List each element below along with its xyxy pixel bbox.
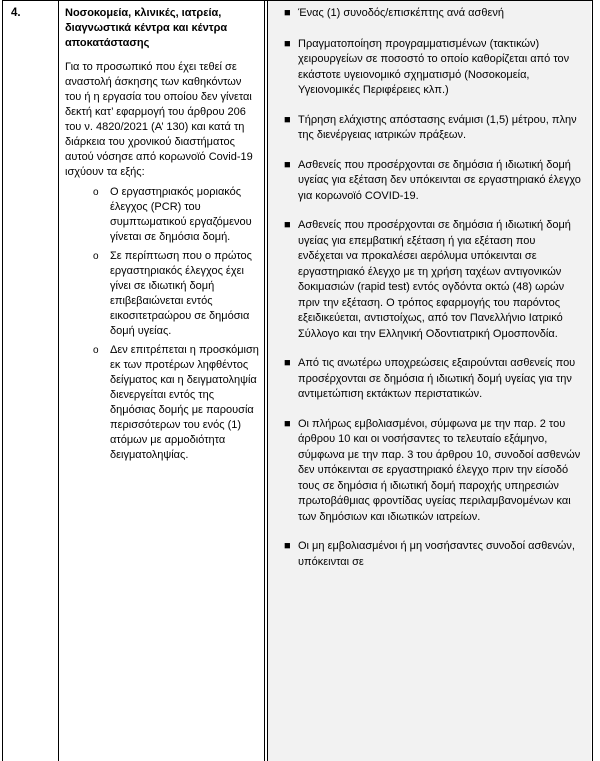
square-bullet-icon: ■	[284, 158, 291, 171]
list-item-text: Οι μη εμβολιασμένοι ή μη νοσήσαντες συνοδοί ασθενών, υπόκεινται σε	[298, 540, 575, 568]
square-bullet-icon: ■	[284, 357, 291, 369]
list-item	[282, 218, 582, 342]
left-bullet-list	[65, 185, 259, 463]
list-item	[282, 417, 582, 526]
list-item	[282, 158, 582, 205]
square-bullet-icon: ■	[284, 219, 291, 231]
list-item	[65, 343, 259, 463]
circle-bullet-icon: o	[93, 187, 99, 198]
list-item-text: Δεν επιτρέπεται η προσκόμιση εκ των προτέρων ληφθέντος δείγματος και η δειγματοληψία διενεργείται εντός της δημόσιας δομής με παρουσία περισσότερων του ενός (1) ατόμων με αρμοδιότητα δειγματοληψίας.	[110, 344, 259, 461]
list-item-text: Ένας (1) συνοδός/επισκέπτης ανά ασθενή	[298, 7, 504, 19]
list-item	[282, 539, 582, 570]
list-item-text: Τήρηση ελάχιστης απόστασης ενάμισι (1,5) μέτρου, πλην της διενέργειας ιατρικών πράξεων.	[298, 113, 577, 141]
table-row	[2, 0, 593, 761]
square-bullet-icon: ■	[284, 37, 291, 50]
list-item	[282, 113, 582, 144]
section-title: Νοσοκομεία, κλινικές, ιατρεία, διαγνωστικά κέντρα και κέντρα αποκατάστασης	[65, 7, 228, 49]
square-bullet-icon: ■	[284, 540, 291, 552]
list-item	[65, 249, 259, 339]
square-bullet-icon: ■	[284, 113, 291, 126]
left-cell	[65, 6, 259, 463]
section-intro: Για το προσωπικό που έχει τεθεί σε αναστολή άσκησης των καθηκόντων του ή η εργασία του οποίου δεν γίνεται δεκτή κατ’ εφαρμογή του άρθρου 206 του ν. 4820/2021 (Α’ 130) και κατά τη διάρκεια του χρονικού διαστήματος αυτού νόσησε από κορωνοϊό Covid-19 ισχύουν τα εξής:	[65, 61, 253, 178]
column-divider	[264, 1, 265, 761]
circle-bullet-icon: o	[93, 345, 99, 356]
square-bullet-icon: ■	[284, 417, 291, 430]
list-item-text: Πραγματοποίηση προγραμματισμένων (τακτικών) χειρουργείων σε ποσοστό το οποίο καθορίζεται από τον εκάστοτε υγειονομικό σχηματισμό (Νοσοκομεία, Υγειονομικές Περιφέρειες κλπ.)	[298, 37, 570, 96]
list-item-text: Ασθενείς που προσέρχονται σε δημόσια ή ιδιωτική δομή υγείας για επεμβατική εξέταση ή για εξέταση που ενδέχεται να προκαλέσει αερόλυμα υπόκεινται σε εργαστηριακό έλεγχο με τη χρήση ταχέων αντιγονικών δοκιμασιών (rapid test) εντός ογδόντα οκτώ (48) ωρών πριν την εξέταση. Ο τρόπος εφαρμογής του παρόντος εξειδικεύεται, αντιστοίχως, από τον Πανελλήνιο Ιατρικό Σύλλογο και την Ελληνική Οδοντιατρική Ομοσπονδία.	[298, 219, 571, 340]
list-item	[282, 6, 582, 22]
list-item-text: Ασθενείς που προσέρχονται σε δημόσια ή ιδιωτική δομή υγείας για εξέταση δεν υπόκεινται σε εργαστηριακό έλεγχο για κορωνοϊό COVID-19.	[298, 158, 581, 202]
column-divider	[267, 1, 268, 761]
list-item	[65, 185, 259, 245]
list-item	[282, 37, 582, 99]
list-item-text: Σε περίπτωση που ο πρώτος εργαστηριακός έλεγχος έχει γίνει σε ιδιωτική δομή επιβεβαιώνεται εντός εικοσιτετραώρου σε δημόσια δομή υγείας.	[110, 250, 252, 337]
list-item-text: Ο εργαστηριακός μοριακός έλεγχος (PCR) του συμπτωματικού εργαζόμενου γίνεται σε δημόσια δομή.	[110, 186, 252, 243]
circle-bullet-icon: o	[93, 251, 99, 262]
square-bullet-icon: ■	[284, 7, 291, 19]
list-item	[282, 356, 582, 403]
list-item-text: Οι πλήρως εμβολιασμένοι, σύμφωνα με την παρ. 2 του άρθρου 10 και οι νοσήσαντες το τελευταίο εξάμηνο, σύμφωνα με την παρ. 3 του άρθρου 10, συνοδοί ασθενών δεν υπόκεινται σε εργαστηριακό έλεγχο πριν την είσοδό τους σε δημόσια ή ιδιωτική δομή παροχής υπηρεσιών πρωτοβάθμιας φροντίδας υγείας περιλαμβανομένων και των δημόσιων και ιδιωτικών ιατρείων.	[298, 417, 581, 523]
right-cell	[282, 6, 582, 570]
row-number: 4.	[11, 7, 21, 19]
column-divider	[58, 1, 59, 761]
list-item-text: Από τις ανωτέρω υποχρεώσεις εξαιρούνται ασθενείς που προσέρχονται σε δημόσια ή ιδιωτική δομή υγείας για την αντιμετώπιση εκτάκτων περιστατικών.	[298, 357, 576, 400]
